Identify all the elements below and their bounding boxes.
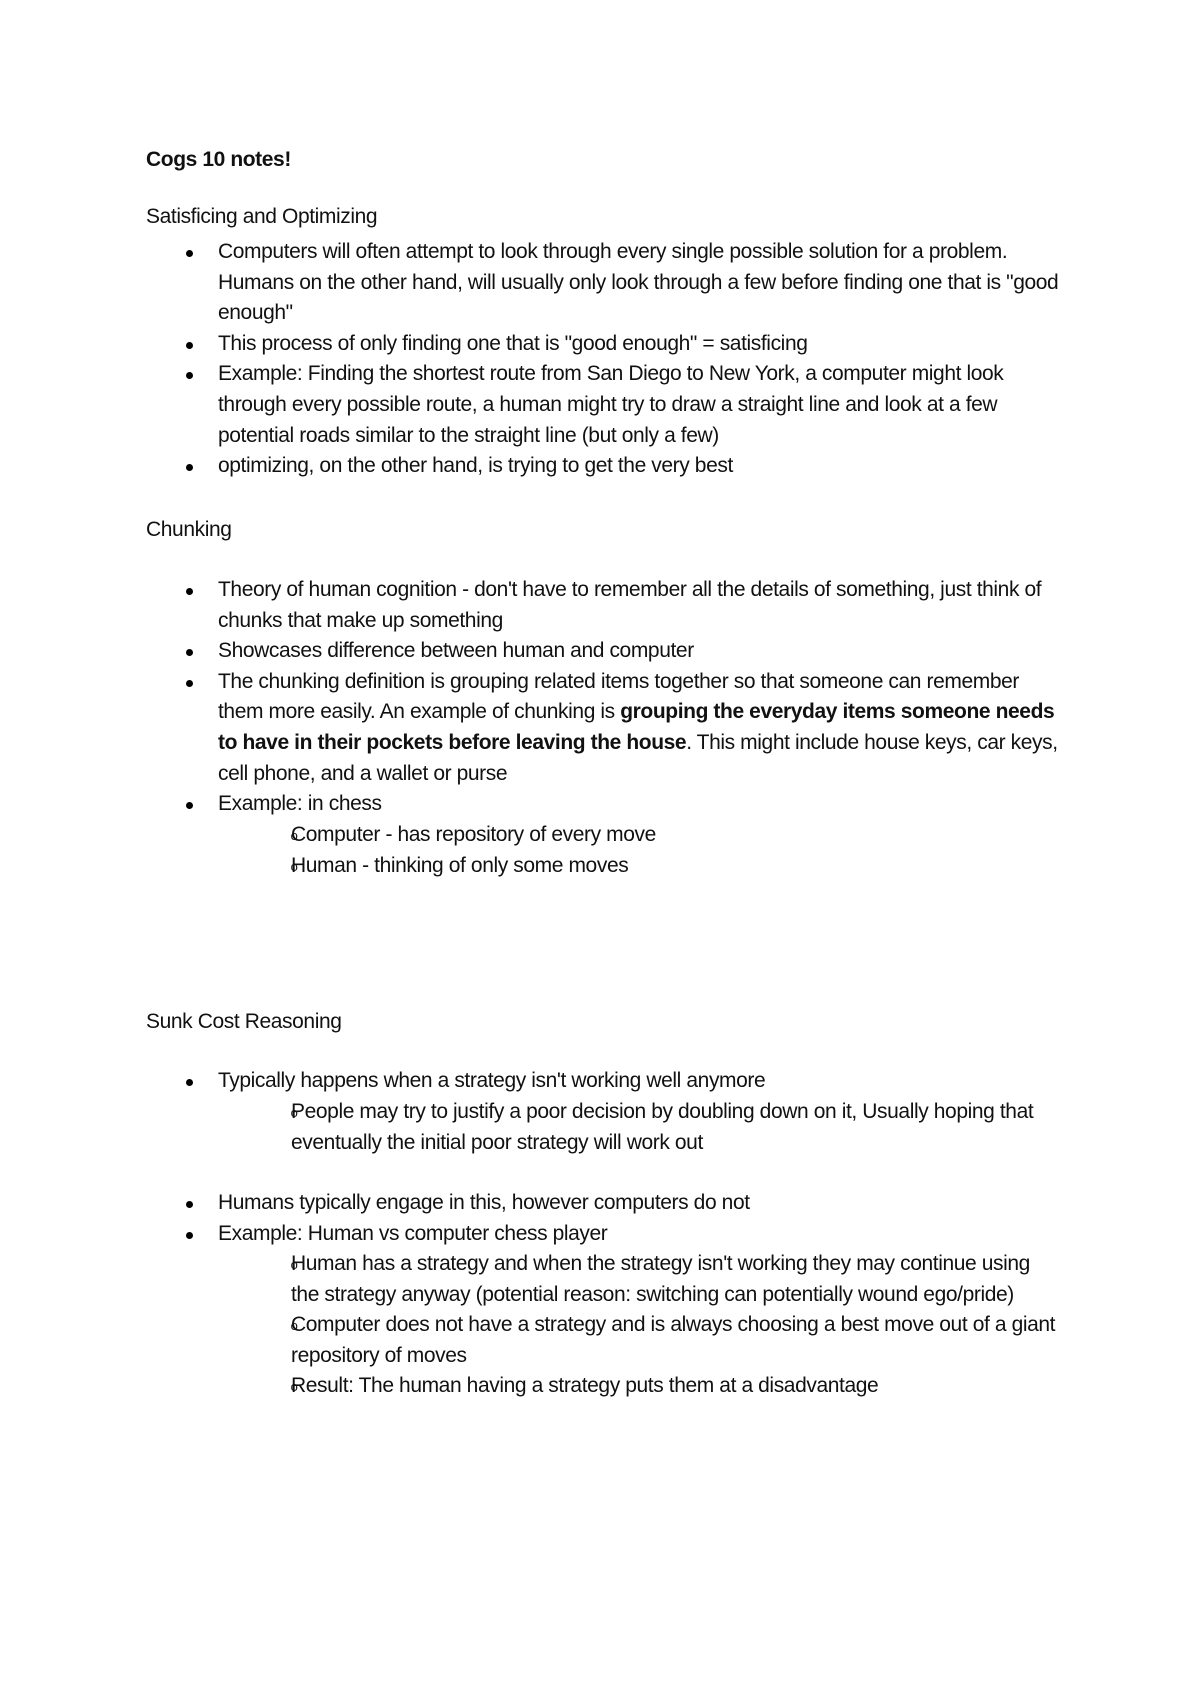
list-item-text: . This might include house keys, car keys, cell phone, and a wallet or purse xyxy=(218,730,1058,785)
list-item: This process of only finding one that is "good enough" = satisficing xyxy=(180,329,1060,360)
list-item-text: Example: in chess xyxy=(218,792,382,816)
document-title: Cogs 10 notes! xyxy=(146,148,291,171)
list-item: Example: Human vs computer chess player xyxy=(180,1219,1060,1250)
sub-list-item: o Result: The human having a strategy puts them at a disadvantage xyxy=(218,1371,1058,1402)
satisficing-bullet-list xyxy=(180,237,1060,482)
sunk-cost-bullet-list-2 xyxy=(180,1188,1060,1249)
section-heading-satisficing: Satisficing and Optimizing xyxy=(146,205,378,228)
list-item: Typically happens when a strategy isn't working well anymore xyxy=(180,1066,1060,1097)
bold-emphasis: grouping the everyday items someone needs to have in their pockets before leaving the house xyxy=(218,700,1055,754)
chess-sub-list xyxy=(218,820,1058,881)
sunk-cost-sub-list xyxy=(218,1097,1058,1158)
sub-list-item: o Computer does not have a strategy and is always choosing a best move out of a giant repository of moves xyxy=(218,1310,1058,1371)
chess-player-sub-list xyxy=(218,1249,1058,1402)
sub-list-item: o Human - thinking of only some moves xyxy=(218,851,1058,882)
chunking-bullet-list xyxy=(180,575,1060,820)
sub-list-item: o Computer - has repository of every move xyxy=(218,820,1058,851)
section-heading-chunking: Chunking xyxy=(146,518,232,541)
section-heading-sunk-cost: Sunk Cost Reasoning xyxy=(146,1010,342,1033)
list-item: Humans typically engage in this, however computers do not xyxy=(180,1188,1060,1219)
list-item: optimizing, on the other hand, is trying to get the very best xyxy=(180,451,1060,482)
list-item xyxy=(180,789,1060,820)
list-item: Example: Finding the shortest route from San Diego to New York, a computer might look through every possible route, a human might try to draw a straight line and look at a few potential roads similar to the straight line (but only a few) xyxy=(180,359,1060,451)
list-item: Theory of human cognition - don't have to remember all the details of something, just think of chunks that make up something xyxy=(180,575,1060,636)
list-item xyxy=(180,667,1060,789)
list-item-text: The chunking definition is grouping related items together so that someone can remember them more easily. An example of chunking is xyxy=(218,669,1020,724)
list-item: Computers will often attempt to look through every single possible solution for a problem. Humans on the other hand, will usually only look through a few before finding one that is "good enough" xyxy=(180,237,1060,329)
sunk-cost-bullet-list xyxy=(180,1066,1060,1097)
sub-list-item: o People may try to justify a poor decision by doubling down on it, Usually hoping that eventually the initial poor strategy will work out xyxy=(218,1097,1058,1158)
sub-list-item: o Human has a strategy and when the strategy isn't working they may continue using the strategy anyway (potential reason: switching can potentially wound ego/pride) xyxy=(218,1249,1058,1310)
list-item: Showcases difference between human and computer xyxy=(180,636,1060,667)
